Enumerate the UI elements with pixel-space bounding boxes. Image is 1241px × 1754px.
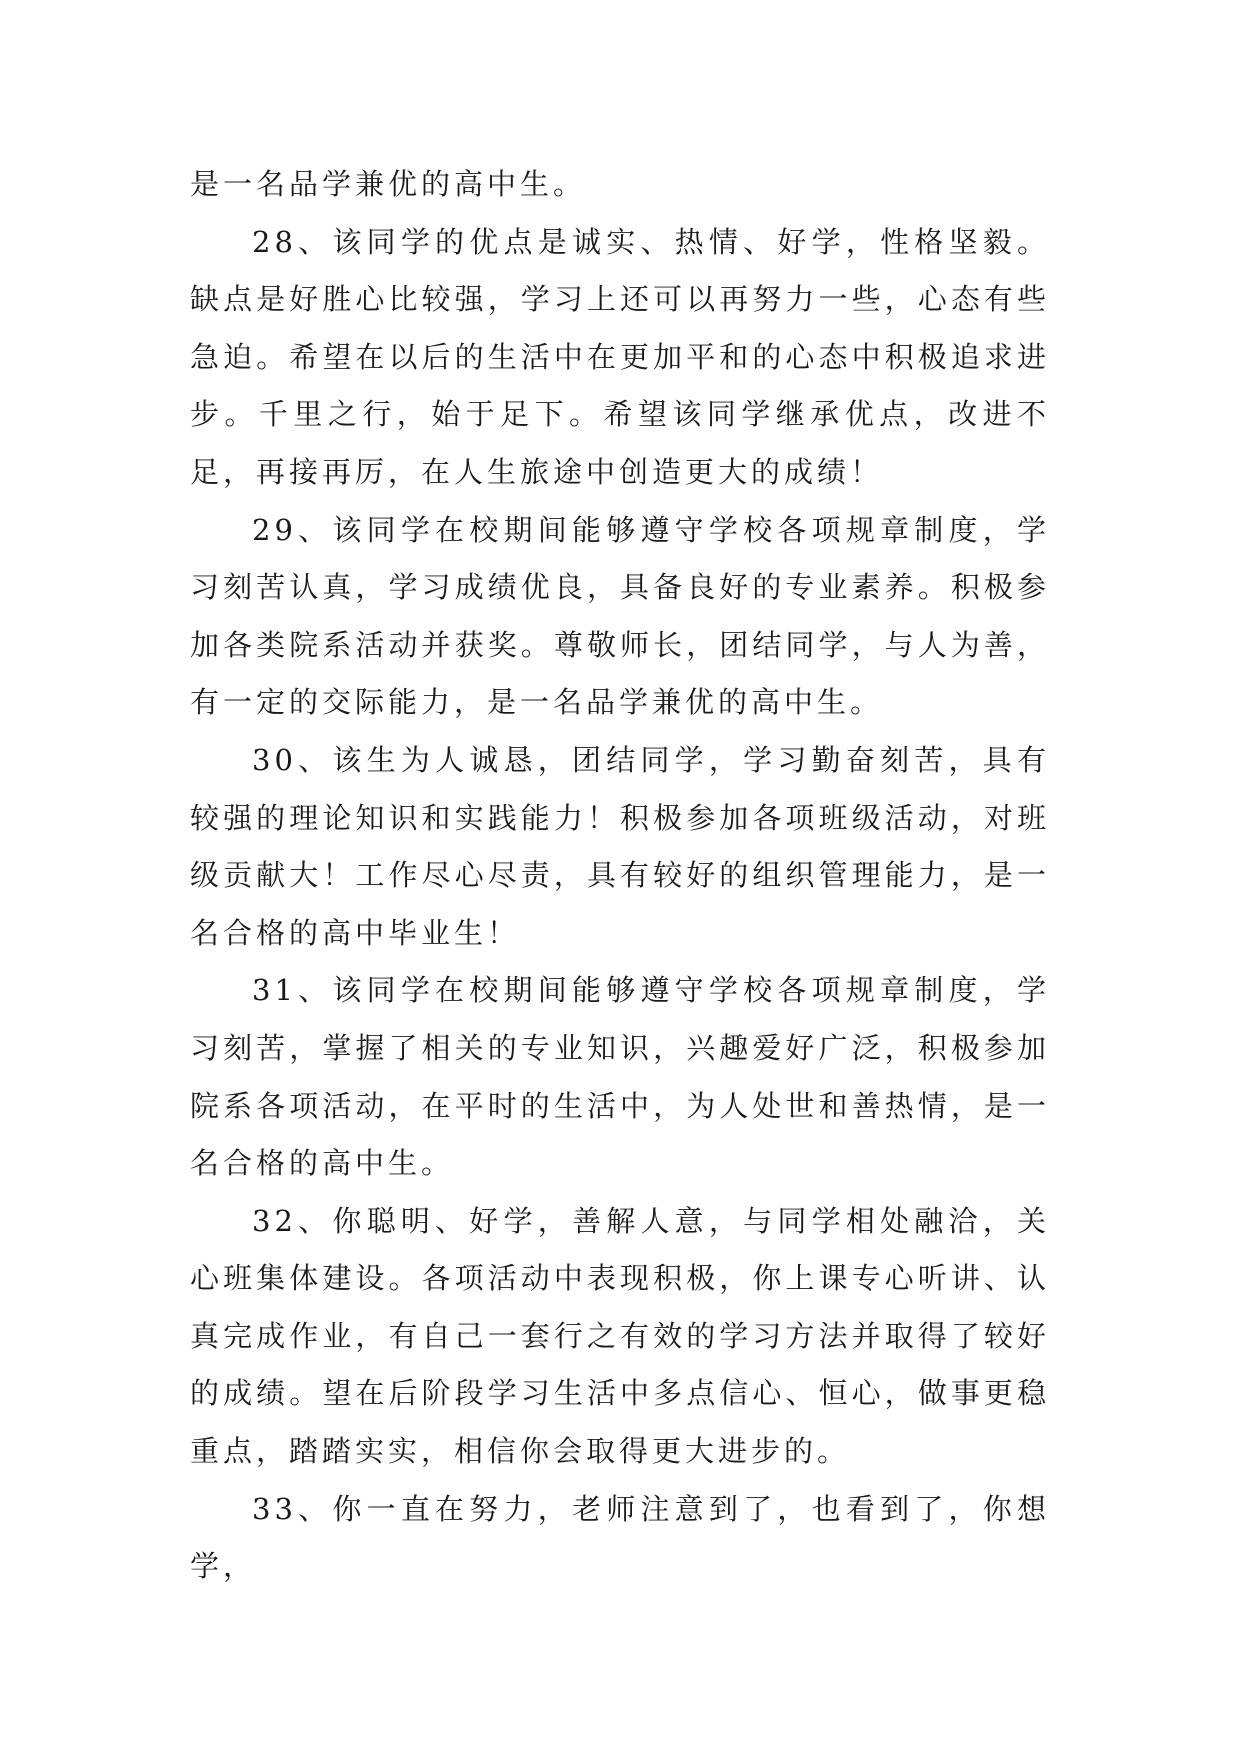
paragraph-continuation: 是一名品学兼优的高中生。 <box>190 167 587 201</box>
paragraph-29: 29、该同学在校期间能够遵守学校各项规章制度，学习刻苦认真，学习成绩优良，具备良好的专业素养。积极参加各类院系活动并获奖。尊敬师长，团结同学，与人为善，有一定的交际能力，是一名品学兼优的高中生。 <box>190 512 1050 720</box>
paragraph-32: 32、你聪明、好学，善解人意，与同学相处融洽，关心班集体建设。各项活动中表现积极，你上课专心听讲、认真完成作业，有自己一套行之有效的学习方法并取得了较好的成绩。望在后阶段学习生活中多点信心、恒心，做事更稳重点，踏踏实实，相信你会取得更大进步的。 <box>190 1203 1050 1469</box>
document-body <box>190 156 1050 1596</box>
paragraph-33: 33、你一直在努力，老师注意到了，也看到了，你想学， <box>190 1491 1050 1584</box>
paragraph-28: 28、该同学的优点是诚实、热情、好学，性格坚毅。缺点是好胜心比较强，学习上还可以再努力一些，心态有些急迫。希望在以后的生活中在更加平和的心态中积极追求进步。千里之行，始于足下。希望该同学继承优点，改进不足，再接再厉，在人生旅途中创造更大的成绩！ <box>190 224 1050 489</box>
paragraph-31: 31、该同学在校期间能够遵守学校各项规章制度，学习刻苦，掌握了相关的专业知识，兴趣爱好广泛，积极参加院系各项活动，在平时的生活中，为人处世和善热情，是一名合格的高中生。 <box>190 973 1050 1181</box>
paragraph-30: 30、该生为人诚恳，团结同学，学习勤奋刻苦，具有较强的理论知识和实践能力！积极参加各项班级活动，对班级贡献大！工作尽心尽责，具有较好的组织管理能力，是一名合格的高中毕业生！ <box>190 742 1050 950</box>
